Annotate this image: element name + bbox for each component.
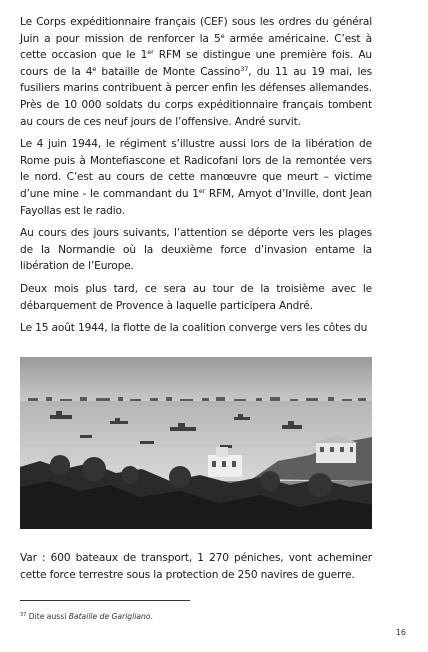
paragraph-3: Au cours des jours suivants, l’attention se déporte vers les plages de la Normandie où la deuxième force d’invasion entame la libération de l’Europe. (20, 227, 372, 273)
body-text (20, 14, 372, 343)
footnote-title: Bataille de Garigliano (68, 612, 151, 621)
text-run: RFM se distingue une première fois. Au cours de la 4 (20, 49, 373, 78)
paragraph-1 (20, 14, 372, 130)
superscript: e (220, 31, 225, 40)
superscript: er (147, 48, 154, 57)
footnote-number: 37 (20, 612, 27, 618)
text-run: armée américaine. C’est à cette occasion que le 1 (20, 32, 373, 62)
caption-text: Var : 600 bateaux de transport, 1 270 péniches, vont acheminer cette force terrestre sous la protection de 250 navires de guerre. (20, 552, 372, 581)
photo-caption (20, 550, 372, 583)
superscript: e (92, 64, 97, 73)
text-run: Le 4 juin 1944, le régiment s’illustre aussi lors de la libération de Rome puis à Montefiascone et Radicofani lors de la remontée vers le nord. C’est au cours de cette manœuvre que meurt – victime d’une mine - le commandant du 1 (20, 138, 372, 200)
footnote-text: Dite aussi (26, 612, 69, 621)
paragraph-2 (20, 136, 372, 219)
text-run: RFM, Amyot d’Inville, dont Jean Fayollas est le radio. (20, 187, 372, 217)
text-run: , du 11 au 19 mai, les fusiliers marins contribuent à percer enfin les défenses allemandes. Près de 10 000 soldats du corps expéditionnaire français tombent au cours de ces neuf jours de l’offensive. André survit. (20, 65, 372, 128)
footnote-text: . (150, 612, 153, 621)
footnote-divider (20, 600, 190, 601)
footnote (20, 612, 153, 621)
page-number: 16 (395, 628, 406, 637)
photo-illustration (20, 357, 372, 529)
harbor-fleet-photo (20, 357, 372, 529)
superscript: er (198, 186, 206, 195)
paragraph-5: Le 15 août 1944, la flotte de la coalition converge vers les côtes du (20, 322, 368, 335)
paragraph-4: Deux mois plus tard, ce sera au tour de la troisième avec le débarquement de Provence à laquelle participera André. (20, 282, 372, 312)
footnote-ref: 37 (240, 64, 249, 73)
text-run: Le Corps expéditionnaire français (CEF) sous les ordres du général Juin a pour mission de renforcer la 5 (20, 16, 372, 45)
text-run: bataille de Monte Cassino (96, 65, 241, 78)
